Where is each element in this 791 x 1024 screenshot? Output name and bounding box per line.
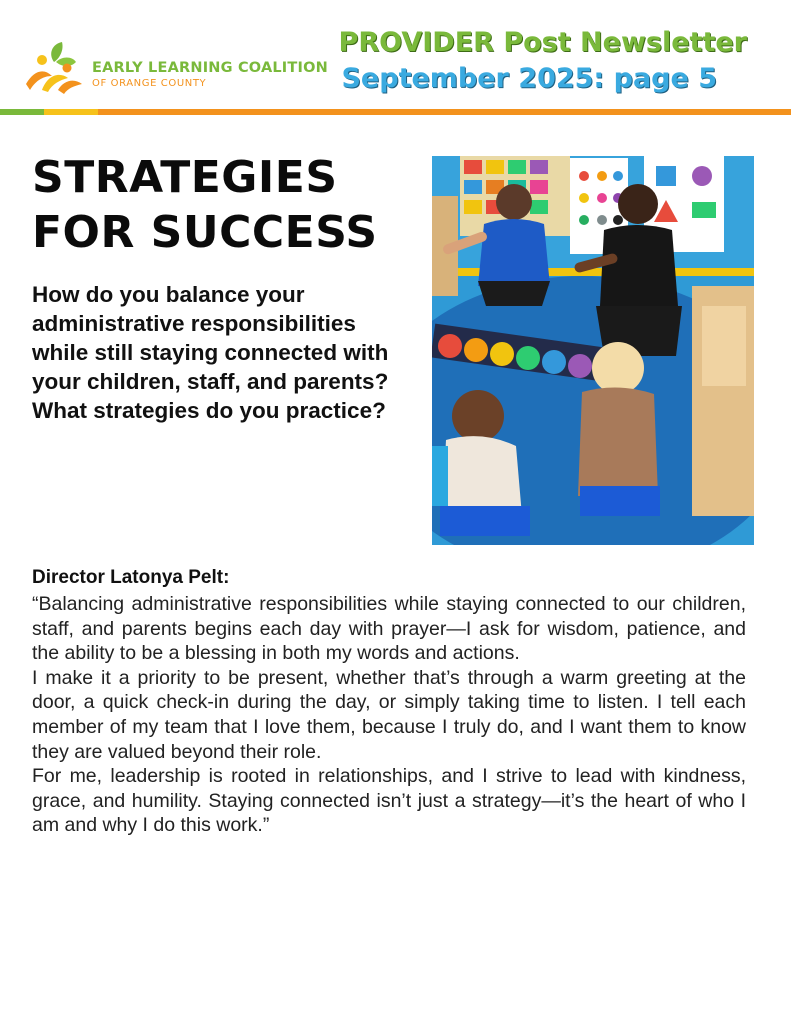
- article-headline: [32, 150, 378, 260]
- article-question: How do you balance your administrative responsibilities while still staying connected with your children, staff, and parents? What strategies do you practice?: [32, 282, 389, 423]
- body-paragraph: I make it a priority to be present, whether that’s through a warm greeting at the door, a quick check-in during the day, or simply taking time to listen. I tell each member of my team that I love them, because I truly do, and I want them to know they are valued beyond their role.: [32, 666, 746, 763]
- classroom-circle-time-photo: [432, 156, 754, 545]
- divider-orange-segment: [98, 109, 791, 115]
- article-body: [32, 592, 746, 838]
- divider-green-segment: [0, 109, 44, 115]
- speaker-name: Director Latonya Pelt:: [32, 567, 230, 588]
- logo-name: EARLY LEARNING COALITION: [92, 60, 328, 76]
- divider-yellow-segment: [44, 109, 98, 115]
- elc-logo: [22, 40, 328, 96]
- issue-page: September 2025: page 5: [341, 63, 717, 94]
- body-paragraph: For me, leadership is rooted in relationships, and I strive to lead with kindness, grace, and humility. Staying connected isn’t just a strategy—it’s the heart of who I am and why I do this work.”: [32, 765, 746, 837]
- headline-line-1: STRATEGIES: [32, 152, 338, 203]
- newsletter-title: PROVIDER Post Newsletter: [338, 27, 747, 58]
- family-leaf-logo-icon: [22, 40, 88, 96]
- header-divider: [0, 109, 791, 115]
- body-paragraph: “Balancing administrative responsibilities while staying connected to our children, staff, and parents begins each day with prayer—I ask for wisdom, patience, and the ability to be a blessing in both my words and actions.: [32, 593, 746, 665]
- logo-subname: OF ORANGE COUNTY: [92, 78, 207, 89]
- headline-line-2: FOR SUCCESS: [32, 207, 378, 258]
